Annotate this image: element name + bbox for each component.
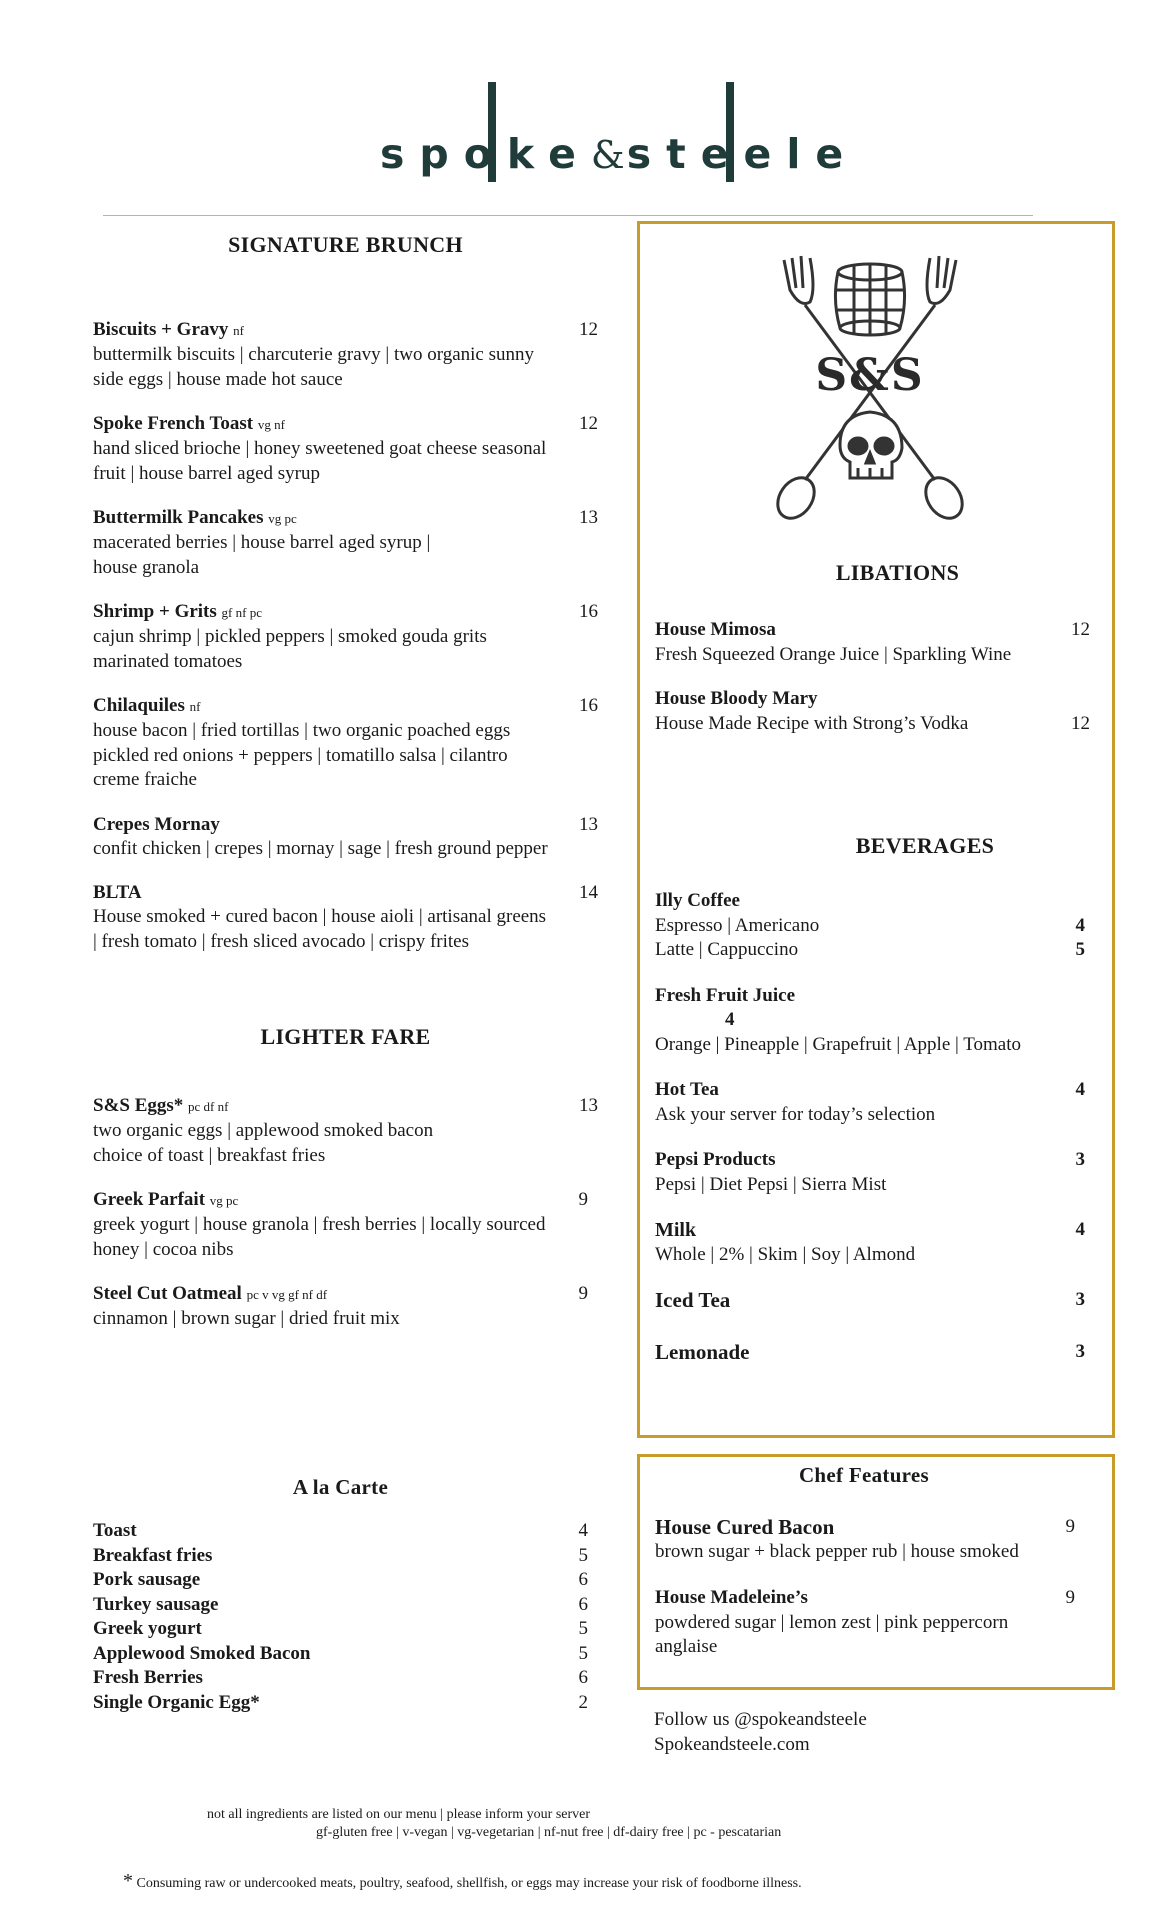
item-price: 13: [579, 813, 598, 835]
item-desc: fruit | house barrel aged syrup: [93, 462, 320, 484]
drink-line: Latte | Cappuccino 5: [655, 939, 1085, 960]
item-tags: vg pc: [209, 1193, 239, 1208]
item-desc: macerated berries | house barrel aged syrup |: [93, 532, 431, 553]
chef-item-name: House Madeleine’s: [655, 1587, 808, 1608]
item-tags: pc df nf: [188, 1099, 229, 1114]
carte-item: Applewood Smoked Bacon 5: [93, 1642, 588, 1664]
social-handle[interactable]: Follow us @spokeandsteele: [654, 1709, 867, 1730]
item-price: 12: [579, 413, 598, 434]
item-name: Steel Cut Oatmeal: [93, 1283, 242, 1304]
item-name-line: [93, 694, 598, 719]
emblem-text: S&S: [815, 350, 925, 401]
drink-desc: House Made Recipe with Strong’s Vodka: [655, 712, 969, 734]
item-name: Chilaquiles: [93, 695, 185, 716]
drink-item: [655, 1288, 1085, 1313]
item-name: Spoke French Toast: [93, 413, 254, 434]
drink-desc: Ask your server for today’s selection: [655, 1103, 936, 1125]
item-desc: cinnamon | brown sugar | dried fruit mix: [93, 1308, 400, 1329]
item-name: Buttermilk Pancakes: [93, 507, 264, 528]
carte-item: Turkey sausage 6: [93, 1593, 588, 1615]
item-desc: house bacon | fried tortillas | two organic poached eggs: [93, 720, 511, 741]
item-desc: pickled red onions + peppers | tomatillo salsa | cilantro: [93, 744, 508, 766]
item-price: 12: [579, 319, 598, 340]
drink-price: 3: [1075, 1149, 1085, 1170]
item-price: 13: [579, 1095, 598, 1116]
brand-name: spoke&steele: [380, 130, 859, 178]
item-name-line: [93, 506, 598, 531]
menu-item: [93, 1188, 598, 1262]
item-desc: cajun shrimp | pickled peppers | smoked gouda grits: [93, 626, 487, 647]
carte-title: A la Carte: [292, 1475, 389, 1499]
drink-price: 3: [1075, 1340, 1085, 1362]
drink-price: 4: [1075, 1079, 1085, 1100]
drink-desc: Fresh Squeezed Orange Juice | Sparkling Wine: [655, 643, 1012, 665]
drink-item: [655, 618, 1090, 667]
item-name-line: [93, 813, 598, 837]
item-name: BLTA: [93, 882, 142, 903]
menu-item: [93, 881, 598, 954]
chef-item-desc: brown sugar + black pepper rub | house smoked: [655, 1540, 1019, 1562]
menu-item: [93, 813, 598, 862]
drink-item: [655, 889, 1085, 963]
carte-item: Single Organic Egg* 2: [93, 1691, 588, 1713]
item-name: Crepes Mornay: [93, 813, 220, 835]
drink-name: House Mimosa: [655, 619, 776, 640]
item-desc: hand sliced brioche | honey sweetened goat cheese seasonal: [93, 438, 547, 459]
item-name-line: [93, 318, 598, 343]
drink-item: [655, 687, 1090, 736]
lighter-title: LIGHTER FARE: [260, 1024, 431, 1049]
item-tags: pc v vg gf nf df: [246, 1287, 328, 1302]
item-desc: choice of toast | breakfast fries: [93, 1144, 326, 1166]
social-block: [654, 1707, 867, 1757]
brand-logo: [380, 70, 859, 210]
carte-item: Greek yogurt 5: [93, 1618, 588, 1639]
drink-name: House Bloody Mary: [655, 688, 818, 709]
item-tags: nf: [189, 699, 201, 714]
item-name: Shrimp + Grits: [93, 601, 217, 622]
asterisk: *: [123, 1870, 133, 1892]
menu-item: [93, 1094, 598, 1168]
item-price: 13: [579, 507, 598, 528]
item-tags: nf: [233, 323, 244, 338]
drink-desc: Whole | 2% | Skim | Soy | Almond: [655, 1243, 916, 1265]
chef-features-section: [655, 1463, 1095, 1660]
item-name-line: [93, 1282, 598, 1307]
drink-item: [655, 1218, 1085, 1267]
drink-name: Iced Tea: [655, 1288, 731, 1312]
footer-note: not all ingredients are listed on our menu | please inform your server: [207, 1807, 591, 1822]
foodborne-warning: * Consuming raw or undercooked meats, poultry, seafood, shellfish, or eggs may increase your risk of foodborne illness.: [123, 1870, 802, 1892]
drink-name: Pepsi Products: [655, 1149, 776, 1170]
item-desc: buttermilk biscuits | charcuterie gravy | two organic sunny: [93, 344, 534, 365]
menu-item: [93, 600, 598, 674]
item-desc: two organic eggs | applewood smoked bacon: [93, 1120, 434, 1141]
item-desc: confit chicken | crepes | mornay | sage | fresh ground pepper: [93, 837, 548, 859]
item-desc: honey | cocoa nibs: [93, 1238, 234, 1260]
item-name-line: [93, 881, 598, 905]
drink-name: Milk: [655, 1219, 697, 1241]
drink-name: Illy Coffee: [655, 890, 740, 911]
chef-item: [655, 1586, 1095, 1660]
website-link[interactable]: Spokeandsteele.com: [654, 1734, 810, 1755]
carte-item: Breakfast fries 5: [93, 1544, 588, 1566]
chef-item: [655, 1515, 1095, 1564]
item-price: 16: [579, 601, 598, 622]
libations-section: [655, 560, 1090, 736]
drink-price: 12: [1071, 712, 1090, 734]
chef-item-desc: anglaise: [655, 1636, 718, 1657]
beverages-title: BEVERAGES: [855, 833, 995, 858]
drink-desc: Orange | Pineapple | Grapefruit | Apple | Tomato: [655, 1033, 1021, 1055]
item-name: S&S Eggs*: [93, 1095, 184, 1116]
item-tags: vg pc: [268, 511, 297, 526]
drink-line: Espresso | Americano 4: [655, 914, 1085, 936]
left-column: [93, 230, 598, 974]
chef-title: Chef Features: [798, 1463, 930, 1487]
signature-title: SIGNATURE BRUNCH: [228, 232, 463, 257]
drink-item: [655, 1148, 1085, 1197]
menu-item: [93, 506, 598, 580]
drink-item: [655, 984, 1085, 1058]
drink-name: Lemonade: [655, 1339, 750, 1364]
header-divider: [103, 215, 1033, 216]
menu-item: [93, 1282, 598, 1332]
item-name: Greek Parfait: [93, 1189, 206, 1210]
carte-item: Pork sausage 6: [93, 1569, 588, 1590]
menu-item: [93, 318, 598, 392]
libations-title: LIBATIONS: [835, 560, 960, 585]
lighter-section: [93, 1024, 598, 1352]
carte-section: [93, 1475, 588, 1715]
chef-item-desc: powdered sugar | lemon zest | pink peppercorn: [655, 1611, 1009, 1633]
item-desc: side eggs | house made hot sauce: [93, 368, 343, 390]
item-name-line: [93, 600, 598, 625]
carte-item: Toast 4: [93, 1520, 588, 1541]
emblem: [770, 250, 970, 525]
drink-item: [655, 1340, 1085, 1365]
item-name-line: [93, 1094, 598, 1119]
drink-desc: Pepsi | Diet Pepsi | Sierra Mist: [655, 1173, 887, 1195]
item-price: 9: [578, 1189, 588, 1210]
drink-price: 4: [725, 1009, 735, 1030]
carte-item: Fresh Berries 6: [93, 1667, 588, 1688]
item-name-line: [93, 412, 598, 437]
menu-item: [93, 694, 598, 793]
drink-price: 4: [1075, 1219, 1085, 1240]
item-price: 14: [579, 882, 598, 903]
beverages-section: [655, 833, 1085, 1364]
item-tags: gf nf pc: [221, 605, 262, 620]
item-price: 9: [578, 1283, 588, 1304]
drink-item: [655, 1078, 1085, 1127]
chef-item-price: 9: [1065, 1516, 1075, 1537]
drink-name: Hot Tea: [655, 1079, 719, 1100]
item-name-line: [93, 1188, 598, 1213]
item-name: Biscuits + Gravy: [93, 319, 229, 340]
item-desc: marinated tomatoes: [93, 650, 243, 672]
item-tags: vg nf: [257, 417, 285, 432]
item-desc: house granola: [93, 556, 200, 578]
item-desc: greek yogurt | house granola | fresh berries | locally sourced: [93, 1214, 546, 1235]
drink-price: 3: [1075, 1289, 1085, 1310]
item-desc: creme fraiche: [93, 769, 197, 790]
drink-price: 12: [1071, 619, 1090, 640]
drink-name: Fresh Fruit Juice: [655, 984, 796, 1006]
item-desc: | fresh tomato | fresh sliced avocado | crispy frites: [93, 930, 469, 952]
item-desc: House smoked + cured bacon | house aioli | artisanal greens: [93, 906, 547, 927]
dietary-legend: gf-gluten free | v-vegan | vg-vegetarian | nf-nut free | df-dairy free | pc - pescatarian: [316, 1825, 782, 1840]
chef-item-price: 9: [1065, 1587, 1075, 1608]
menu-item: [93, 412, 598, 486]
chef-item-name: House Cured Bacon: [655, 1515, 835, 1539]
item-price: 16: [579, 695, 598, 716]
signature-list: [93, 318, 598, 954]
